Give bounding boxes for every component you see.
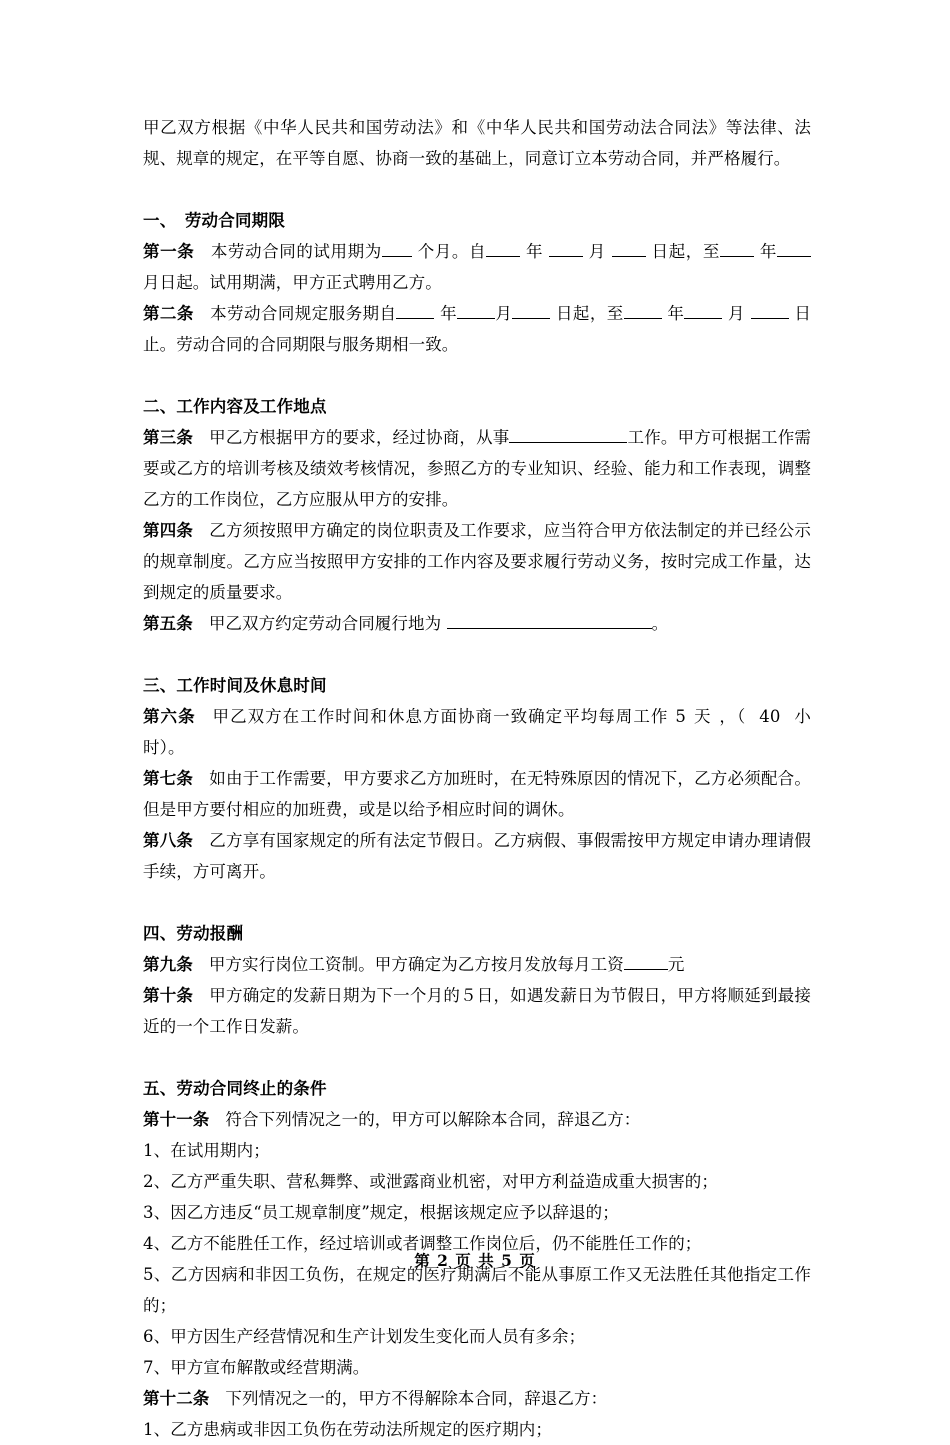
clause-3-text-2: 工作。甲方可根据工作需要或乙方的培训考核及绩效考核情况，参照乙方的专业知识、经验、能力和工作表现，调整乙方的工作岗位，乙方应服从甲方的安排。 xyxy=(143,428,811,509)
spacer xyxy=(143,639,811,670)
clause-7 xyxy=(143,763,811,825)
clause-5-text-1: 甲乙双方约定劳动合同履行地为 xyxy=(208,614,442,633)
clause-1 xyxy=(143,236,811,298)
spacer xyxy=(143,1042,811,1073)
clause-12-label: 第十二条 xyxy=(143,1389,210,1408)
clause-2-text-2: 年 xyxy=(440,304,458,323)
clause-12 xyxy=(143,1383,811,1414)
clause-12-text: 下列情况之一的，甲方不得解除本合同，辞退乙方： xyxy=(225,1389,608,1408)
service-end-month-blank[interactable] xyxy=(684,302,722,320)
clause-1-text-5: 日起，至 xyxy=(651,242,721,261)
clause-9-text-1: 甲方实行岗位工资制。甲方确定为乙方按月发放每月工资 xyxy=(208,955,624,974)
probation-start-year-blank[interactable] xyxy=(486,240,520,258)
monthly-wage-blank[interactable] xyxy=(624,953,668,971)
clause-10 xyxy=(143,980,811,1042)
probation-start-month-blank[interactable] xyxy=(549,240,583,258)
clause-3-label: 第三条 xyxy=(143,428,194,447)
clause-4-text: 乙方须按照甲方确定的岗位职责及工作要求，应当符合甲方依法制定的并已经公示的规章制度。乙方应当按照甲方安排的工作内容及要求履行劳动义务，按时完成工作量，达到规定的质量要求。 xyxy=(143,521,811,602)
clause-7-label: 第七条 xyxy=(143,769,194,788)
clause-10-label: 第十条 xyxy=(143,986,194,1005)
clause-2-text-1: 本劳动合同规定服务期自 xyxy=(209,304,397,323)
clause-5 xyxy=(143,608,811,639)
clause-2 xyxy=(143,298,811,360)
clause-4-label: 第四条 xyxy=(143,521,194,540)
clause-5-text-2: 。 xyxy=(651,614,669,633)
clause-3-text-1: 甲乙方根据甲方的要求，经过协商，从事 xyxy=(209,428,510,447)
list-item: 6、甲方因生产经营情况和生产计划发生变化而人员有多余； xyxy=(143,1327,586,1346)
section-heading-2: 二、工作内容及工作地点 xyxy=(143,397,327,416)
work-location-blank[interactable] xyxy=(447,612,652,630)
spacer xyxy=(143,360,811,391)
clause-7-text: 如由于工作需要，甲方要求乙方加班时，在无特殊原因的情况下，乙方必须配合。但是甲方要付相应的加班费，或是以给予相应时间的调休。 xyxy=(143,769,811,819)
clause-1-text-7: 月 xyxy=(143,273,160,292)
document-body xyxy=(143,112,811,1445)
list-item: 2、乙方严重失职、营私舞弊、或泄露商业机密，对甲方利益造成重大损害的； xyxy=(143,1172,718,1191)
service-start-day-blank[interactable] xyxy=(512,302,550,320)
clause-3 xyxy=(143,422,811,515)
clause-8 xyxy=(143,825,811,887)
clause-1-text-3: 年 xyxy=(525,242,544,261)
clause-11-text: 符合下列情况之一的，甲方可以解除本合同，辞退乙方： xyxy=(225,1110,641,1129)
clause-8-text: 乙方享有国家规定的所有法定节假日。乙方病假、事假需按甲方规定申请办理请假手续，方可离开。 xyxy=(143,831,811,881)
clause-6-text-3: ，（ xyxy=(718,707,747,726)
clause-2-label: 第二条 xyxy=(143,304,194,323)
page-footer: 第 2 页 共 5 页 xyxy=(414,1251,536,1270)
service-end-day-blank[interactable] xyxy=(751,302,789,320)
spacer xyxy=(143,174,811,205)
clause-9-text-2: 元 xyxy=(667,955,685,974)
clause-8-label: 第八条 xyxy=(143,831,194,850)
clause-6-text-1: 甲乙双方在工作时间和休息方面协商一致确定平均每周工作 xyxy=(211,707,669,726)
intro-paragraph: 甲乙双方根据《中华人民共和国劳动法》和《中华人民共和国劳动法合同法》等法律、法规、规章的规定，在平等自愿、协商一致的基础上，同意订立本劳动合同，并严格履行。 xyxy=(143,118,811,168)
job-position-blank[interactable] xyxy=(509,426,627,444)
clause-1-text-2: 个月。自 xyxy=(417,242,487,261)
clause-1-text-1: 本劳动合同的试用期为 xyxy=(210,242,382,261)
service-start-month-blank[interactable] xyxy=(457,302,495,320)
list-item: 3、因乙方违反“员工规章制度”规定，根据该规定应予以辞退的； xyxy=(143,1203,619,1222)
probation-months-blank[interactable] xyxy=(382,240,412,258)
spacer xyxy=(143,887,811,918)
section-heading-4: 四、劳动报酬 xyxy=(143,924,244,943)
clause-1-text-4: 月 xyxy=(588,242,606,261)
clause-2-text-5: 年 xyxy=(667,304,685,323)
weekly-workhours-value: 40 xyxy=(759,707,781,726)
clause-9 xyxy=(143,949,811,980)
list-item: 1、在试用期内； xyxy=(143,1141,270,1160)
section-heading-5: 五、劳动合同终止的条件 xyxy=(143,1079,327,1098)
clause-2-text-3: 月 xyxy=(495,304,513,323)
clause-2-text-4: 日起，至 xyxy=(555,304,624,323)
probation-start-day-blank[interactable] xyxy=(612,240,646,258)
clause-6-text-2: 天 xyxy=(693,707,712,726)
clause-2-text-6: 月 xyxy=(728,304,745,323)
clause-1-text-8: 日起。试用期满，甲方正式聘用乙方。 xyxy=(159,273,442,292)
list-item: 7、甲方宣布解散或经营期满。 xyxy=(143,1358,370,1377)
clause-5-label: 第五条 xyxy=(143,614,193,633)
section-heading-3: 三、工作时间及休息时间 xyxy=(143,676,327,695)
section-heading-1: 一、 劳动合同期限 xyxy=(143,211,286,230)
clause-9-label: 第九条 xyxy=(143,955,193,974)
service-start-year-blank[interactable] xyxy=(396,302,434,320)
probation-end-month-blank[interactable] xyxy=(777,240,811,258)
probation-end-year-blank[interactable] xyxy=(720,240,754,258)
clause-6 xyxy=(143,701,811,763)
clause-6-text-4: 小时）。 xyxy=(143,707,811,757)
clause-1-text-6: 年 xyxy=(759,242,777,261)
clause-4 xyxy=(143,515,811,608)
clause-11 xyxy=(143,1104,811,1135)
weekly-workdays-value: 5 xyxy=(675,707,687,726)
list-item: 4、乙方不能胜任工作，经过培训或者调整工作岗位后，仍不能胜任工作的； xyxy=(143,1234,702,1253)
clause-2-text-7: 日止。劳动合同的合同期限与服务期相一致。 xyxy=(143,304,811,354)
clause-6-label: 第六条 xyxy=(143,707,196,726)
clause-11-label: 第十一条 xyxy=(143,1110,210,1129)
clause-1-label: 第一条 xyxy=(143,242,195,261)
clause-10-text: 甲方确定的发薪日期为下一个月的５日，如遇发薪日为节假日，甲方将顺延到最接近的一个工作日发薪。 xyxy=(143,986,811,1036)
list-item: 5、乙方因病和非因工负伤，在规定的医疗期满后不能从事原工作又无法胜任其他指定工作的； xyxy=(143,1265,811,1315)
list-item: 1、乙方患病或非因工负伤在劳动法所规定的医疗期内； xyxy=(143,1420,552,1439)
service-end-year-blank[interactable] xyxy=(624,302,662,320)
